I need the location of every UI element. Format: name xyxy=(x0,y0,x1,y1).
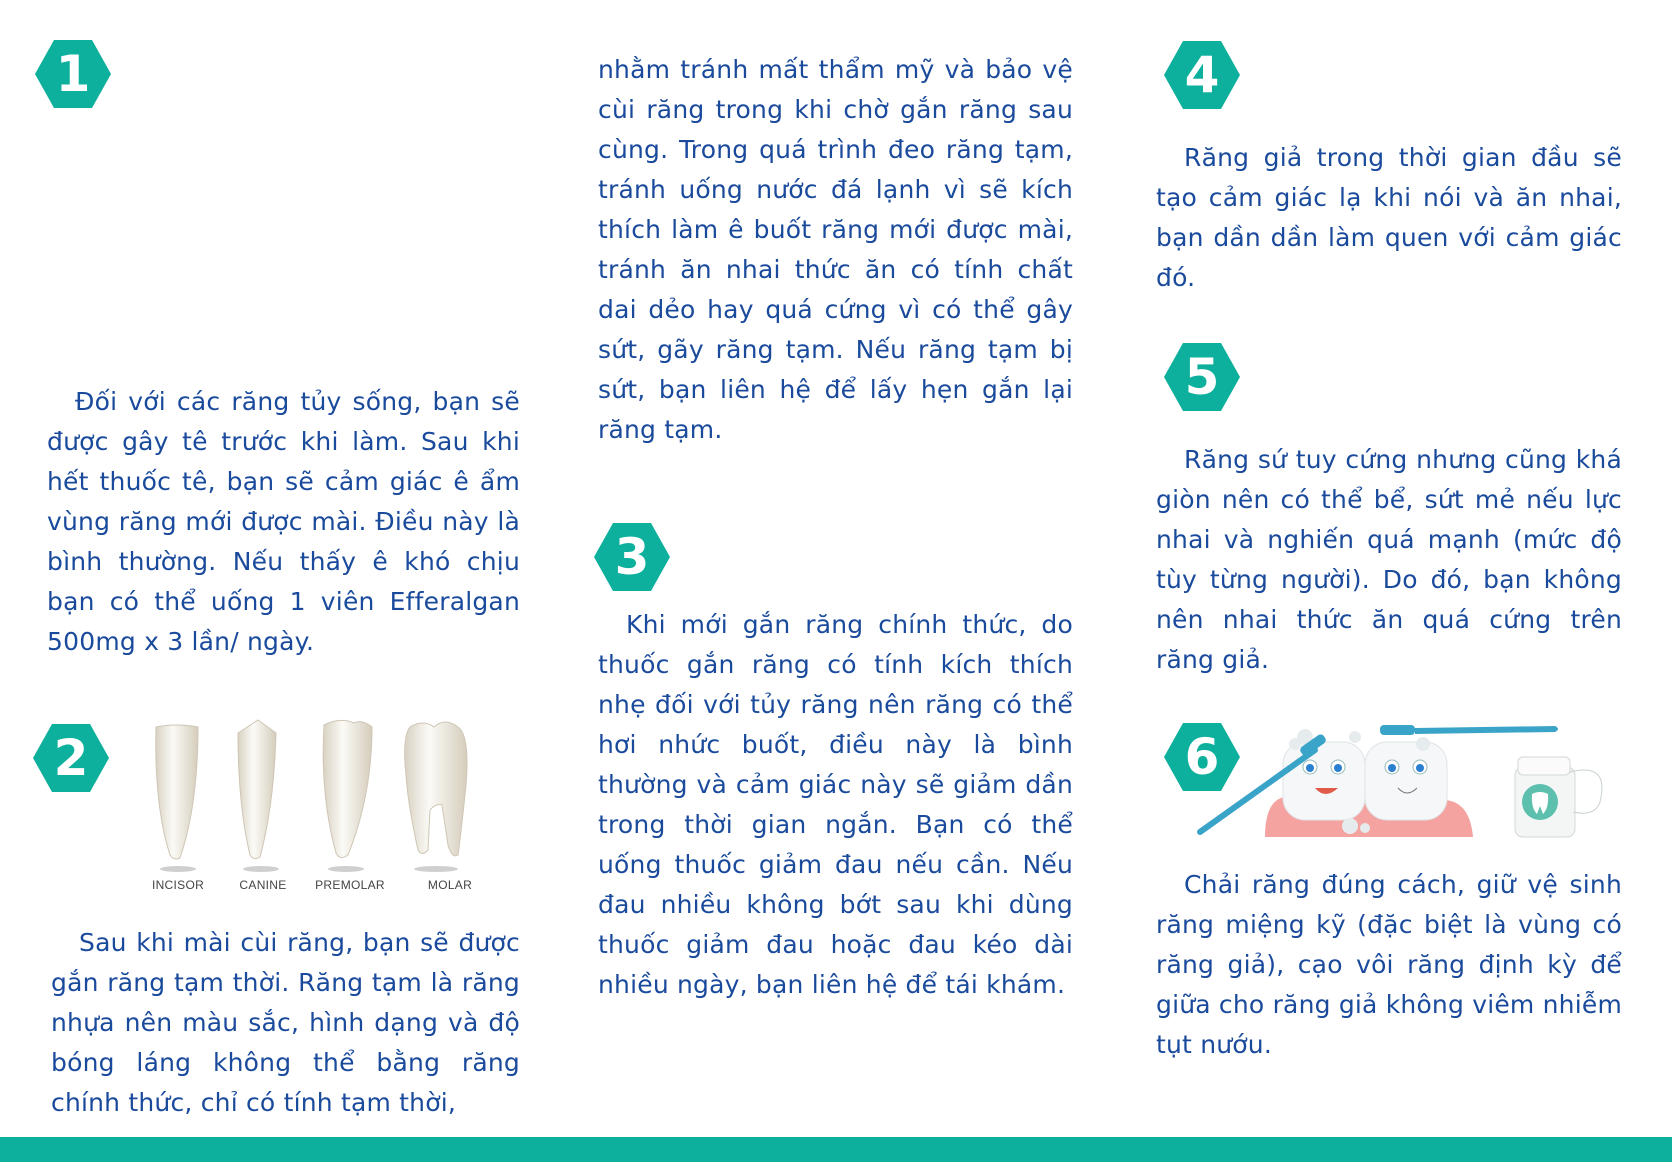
tooth-label-molar: MOLAR xyxy=(427,878,473,892)
step-3-text: Khi mới gắn răng chính thức, do thuốc gắn răng có tính kích thích nhẹ đối với tủy răng nên răng có thể hơi nhức buốt, điều này là bình thường và cảm giác này sẽ giảm dần trong thời gian ngắn. Bạn có thể uống thuốc giảm đau nếu cần. Nếu đau nhiều không bớt sau khi dùng thuốc giảm đau hoặc đau kéo dài nhiều ngày, bạn liên hệ để tái khám. xyxy=(598,610,1073,999)
step-5-badge xyxy=(1164,343,1240,411)
step-5-text: Răng sứ tuy cứng nhưng cũng khá giòn nên có thể bể, sứt mẻ nếu lực nhai và nghiến quá mạnh (mức độ tùy từng người). Do đó, bạn không nên nhai thức ăn quá cứng trên răng giả. xyxy=(1156,445,1622,674)
teeth-icons xyxy=(140,715,510,875)
step-number: 5 xyxy=(1184,348,1220,406)
step-1-badge xyxy=(35,40,111,108)
step-number: 1 xyxy=(55,45,91,103)
step-number: 3 xyxy=(614,528,650,586)
step-2-text: Sau khi mài cùi răng, bạn sẽ được gắn răng tạm thời. Răng tạm là răng nhựa nên màu sắc, hình dạng và độ bóng láng không thể bằng răng chính thức, chỉ có tính tạm thời, xyxy=(51,928,520,1117)
step-4-text: Răng giả trong thời gian đầu sẽ tạo cảm giác lạ khi nói và ăn nhai, bạn dần dần làm quen với cảm giác đó. xyxy=(1156,143,1622,292)
dentist-photo xyxy=(52,70,518,357)
tooth-types-illustration xyxy=(140,715,510,900)
tooth-label-premolar: PREMOLAR xyxy=(315,878,385,892)
step-number: 6 xyxy=(1184,728,1220,786)
footer-accent-bar xyxy=(0,1137,1672,1162)
step-number: 4 xyxy=(1184,46,1220,104)
step-2-text-continued: nhằm tránh mất thẩm mỹ và bảo vệ cùi răng trong khi chờ gắn răng sau cùng. Trong quá trình đeo răng tạm, tránh uống nước đá lạnh vì sẽ kích thích làm ê buốt răng mới được mài, tránh ăn nhai thức ăn có tính chất dai dẻo hay quá cứng vì có thể gây sứt, gãy răng tạm. Nếu răng tạm bị sứt, bạn liên hệ để lấy hẹn gắn lại răng tạm. xyxy=(598,55,1073,444)
tooth-label-incisor: INCISOR xyxy=(151,878,205,892)
step-3-badge xyxy=(594,523,670,591)
tooth-brushing-illustration xyxy=(1195,722,1615,850)
step-4-badge xyxy=(1164,41,1240,109)
step-number: 2 xyxy=(53,729,89,787)
tooth-label-canine: CANINE xyxy=(239,878,287,892)
dentist-treating-patient-image xyxy=(52,70,518,357)
cartoon-teeth-toothbrush-floss-icon xyxy=(1195,722,1615,850)
step-6-text: Chải răng đúng cách, giữ vệ sinh răng miệng kỹ (đặc biệt là vùng có răng giả), cạo vôi răng định kỳ để giữa cho răng giả không viêm nhiễm tụt nướu. xyxy=(1156,870,1622,1059)
step-1-text: Đối với các răng tủy sống, bạn sẽ được gây tê trước khi làm. Sau khi hết thuốc tê, bạn sẽ cảm giác ê ẩm vùng răng mới được mài. Điều này là bình thường. Nếu thấy ê khó chịu bạn có thể uống 1 viên Efferalgan 500mg x 3 lần/ ngày. xyxy=(47,387,520,656)
step-2-badge xyxy=(33,724,109,792)
